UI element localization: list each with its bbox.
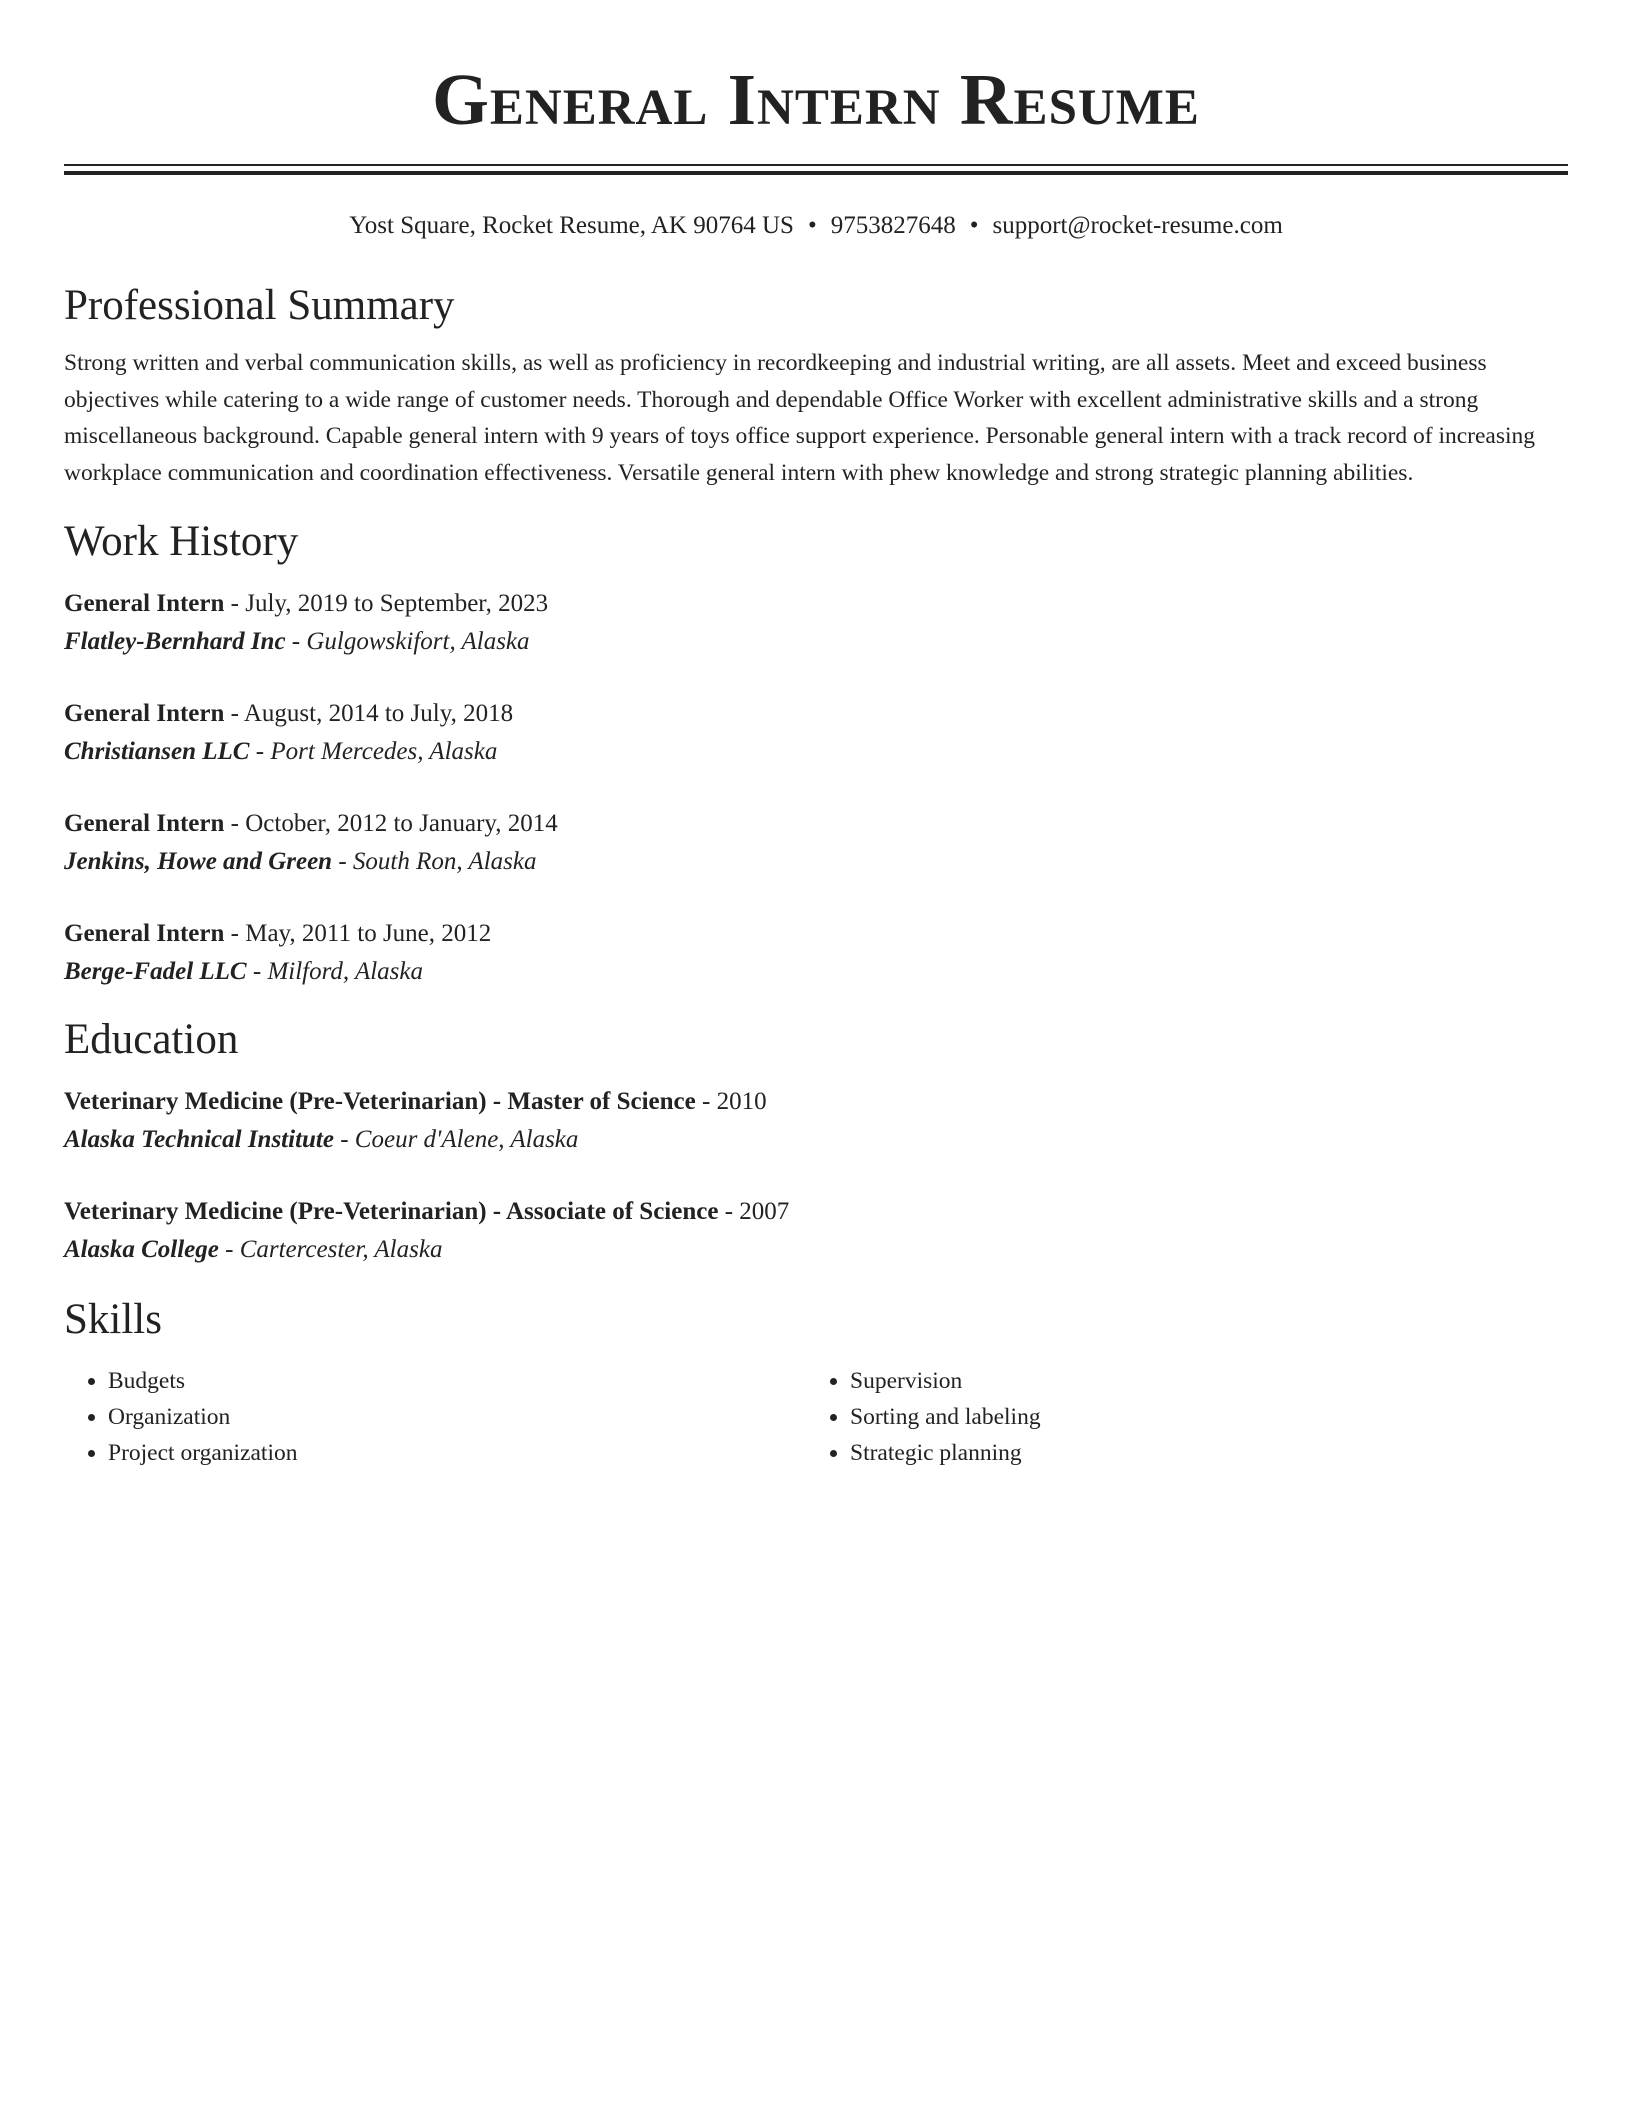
school-location: Cartercester, Alaska — [239, 1236, 443, 1263]
job-title: General Intern — [64, 700, 225, 727]
dash: - — [333, 1126, 355, 1153]
summary-text: Strong written and verbal communication skills, as well as proficiency in recordkeeping and industrial writing, are all assets. Meet and exceed business objectives while catering to a wide range of customer needs. Thorough and dependable Office Worker with excellent administrative skills and a strong miscellaneous background. Capable general intern with 9 years of toys office support experience. Personable general intern with a track record of increasing workplace communication and coordination effectiveness. Versatile general intern with phew knowledge and strong strategic planning abilities. — [64, 350, 1536, 486]
job-entry — [64, 585, 1568, 661]
dash: - — [249, 738, 271, 765]
title-divider-thin — [64, 164, 1568, 166]
job-company-line — [64, 843, 1568, 881]
job-entry — [64, 915, 1568, 991]
skills-column-left — [64, 1363, 806, 1471]
dash: - — [224, 590, 246, 617]
dash: - — [285, 628, 307, 655]
school-line — [64, 1121, 1568, 1159]
job-company: Christiansen LLC — [64, 738, 250, 765]
job-location: Milford, Alaska — [267, 958, 423, 985]
dash: - — [332, 848, 353, 875]
skill-item: • Organization — [108, 1399, 806, 1435]
job-company-line — [64, 623, 1568, 661]
degree-line — [64, 1193, 1568, 1231]
job-location: Port Mercedes, Alaska — [270, 738, 498, 765]
job-title-line — [64, 805, 1568, 843]
dash: - — [224, 700, 244, 727]
skill-item: • Strategic planning — [850, 1435, 1566, 1471]
skill-item: • Sorting and labeling — [850, 1399, 1566, 1435]
contact-separator: • — [807, 212, 817, 239]
summary-heading: Professional Summary — [64, 282, 455, 329]
dash: - — [718, 1198, 740, 1225]
resume-title: General Intern Resume — [432, 59, 1200, 140]
job-company-line — [64, 733, 1568, 771]
job-location: Gulgowskifort, Alaska — [306, 628, 530, 655]
school-location: Coeur d'Alene, Alaska — [354, 1126, 579, 1153]
school-name: Alaska Technical Institute — [64, 1126, 334, 1153]
graduation-year: 2007 — [739, 1198, 790, 1225]
job-title: General Intern — [64, 590, 225, 617]
job-location: South Ron, Alaska — [352, 848, 537, 875]
job-dates: August, 2014 to July, 2018 — [243, 700, 514, 727]
dash: - — [695, 1088, 717, 1115]
education-heading: Education — [64, 1016, 239, 1063]
job-title-line — [64, 695, 1568, 733]
job-title-line — [64, 915, 1568, 953]
job-company-line — [64, 953, 1568, 991]
job-company: Jenkins, Howe and Green — [64, 848, 333, 875]
work-history-heading: Work History — [64, 518, 299, 565]
dash: - — [224, 920, 246, 947]
title-divider-thick — [64, 171, 1568, 175]
dash: - — [246, 958, 268, 985]
education-entry — [64, 1193, 1568, 1269]
degree-line — [64, 1083, 1568, 1121]
job-dates: July, 2019 to September, 2023 — [245, 590, 549, 617]
school-name: Alaska College — [64, 1236, 219, 1263]
dash: - — [218, 1236, 240, 1263]
job-title: General Intern — [64, 920, 225, 947]
contact-separator: • — [969, 212, 979, 239]
skills-column-right — [806, 1363, 1566, 1471]
contact-phone: 9753827648 — [830, 212, 956, 239]
graduation-year: 2010 — [716, 1088, 767, 1115]
job-company: Berge-Fadel LLC — [64, 958, 247, 985]
job-dates: October, 2012 to January, 2014 — [245, 810, 558, 837]
contact-address: Yost Square, Rocket Resume, AK 90764 US — [349, 212, 794, 239]
skills-list — [64, 1363, 1568, 1471]
job-dates: May, 2011 to June, 2012 — [245, 920, 492, 947]
contact-email: support@rocket-resume.com — [992, 212, 1283, 239]
skill-item: • Project organization — [108, 1435, 806, 1471]
job-title-line — [64, 585, 1568, 623]
school-line — [64, 1231, 1568, 1269]
education-entry — [64, 1083, 1568, 1159]
job-title: General Intern — [64, 810, 225, 837]
job-company: Flatley-Bernhard Inc — [64, 628, 286, 655]
skill-item: • Supervision — [850, 1363, 1566, 1399]
degree: Veterinary Medicine (Pre-Veterinarian) - Master of Science — [64, 1088, 696, 1115]
job-entry — [64, 805, 1568, 881]
contact-line — [64, 211, 1568, 241]
degree: Veterinary Medicine (Pre-Veterinarian) - Associate of Science — [64, 1198, 719, 1225]
dash: - — [224, 810, 246, 837]
skills-heading: Skills — [64, 1296, 162, 1343]
job-entry — [64, 695, 1568, 771]
skill-item: • Budgets — [108, 1363, 806, 1399]
